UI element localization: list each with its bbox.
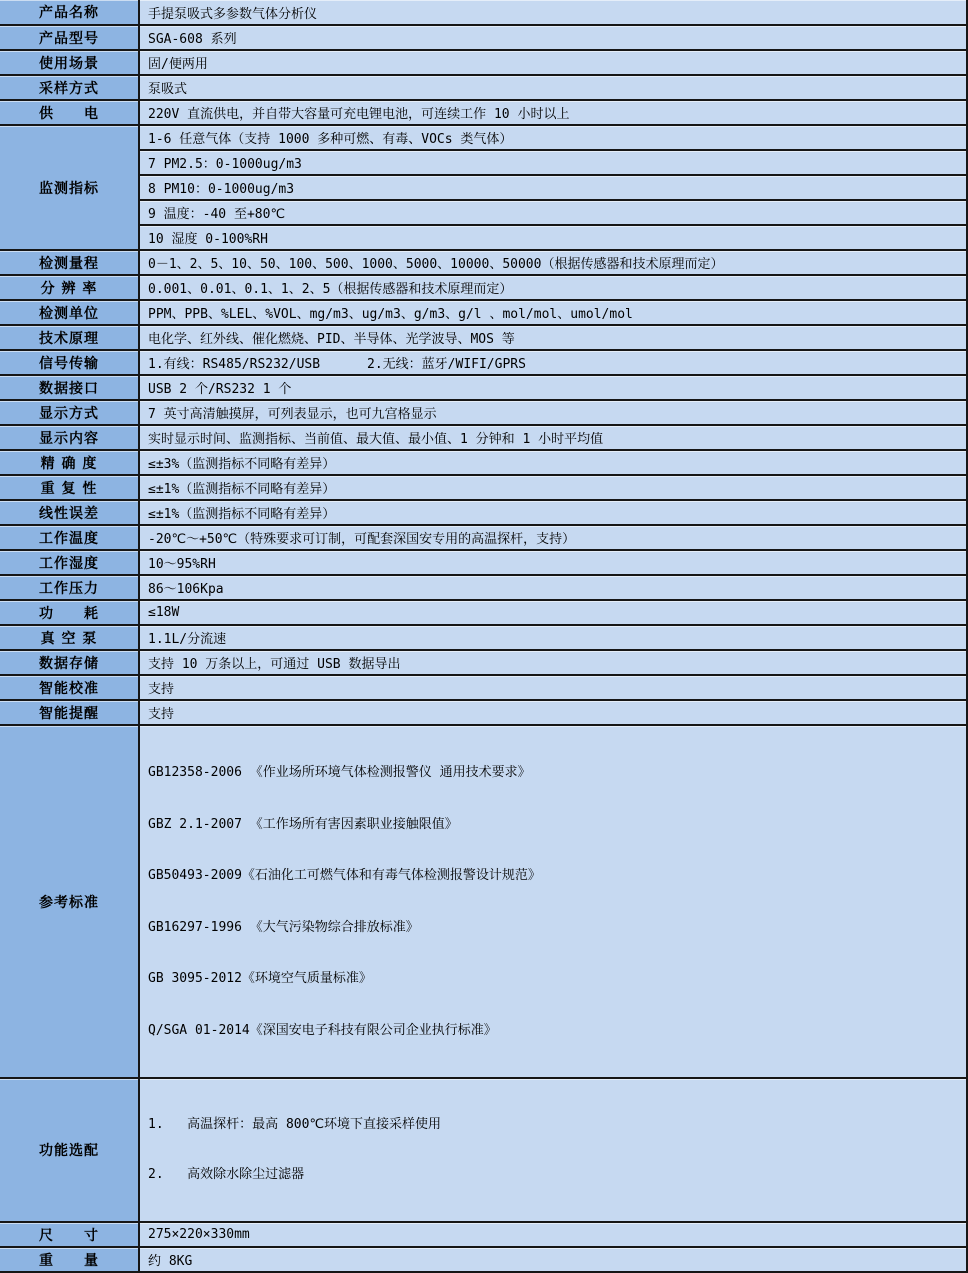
option-line: 1. 高温探杆：最高 800℃环境下直接采样使用 — [148, 1117, 442, 1132]
row-label: 数据存储 — [0, 650, 139, 675]
row-label: 重 复 性 — [0, 475, 139, 500]
row-value: 固/便两用 — [139, 50, 967, 75]
row-display-mode — [0, 400, 967, 425]
row-reference-standards — [0, 725, 967, 1078]
row-value: 约 8KG — [139, 1247, 967, 1272]
row-value: -20℃～+50℃（特殊要求可订制，可配套深国安专用的高温探杆，支持） — [139, 525, 967, 550]
row-value: 1-6 任意气体（支持 1000 多种可燃、有毒、VOCs 类气体） — [139, 125, 967, 150]
standard-line: GB50493-2009《石油化工可燃气体和有毒气体检测报警设计规范》 — [148, 868, 541, 883]
row-label: 技术原理 — [0, 325, 139, 350]
row-label: 功 耗 — [0, 600, 139, 625]
row-monitoring-indicators — [0, 125, 967, 150]
row-label: 线性误差 — [0, 500, 139, 525]
row-label: 精 确 度 — [0, 450, 139, 475]
row-vacuum-pump — [0, 625, 967, 650]
row-working-pressure — [0, 575, 967, 600]
row-value: ≤±3%（监测指标不同略有差异） — [139, 450, 967, 475]
row-value: 手提泵吸式多参数气体分析仪 — [139, 0, 967, 25]
row-value: 8 PM10：0-1000ug/m3 — [139, 175, 967, 200]
row-label: 供 电 — [0, 100, 139, 125]
row-value: 220V 直流供电，并自带大容量可充电锂电池，可连续工作 10 小时以上 — [139, 100, 967, 125]
row-value: ≤±1%（监测指标不同略有差异） — [139, 500, 967, 525]
row-value: 1.有线：RS485/RS232/USB 2.无线：蓝牙/WIFI/GPRS — [139, 350, 967, 375]
row-signal-transmission — [0, 350, 967, 375]
option-line: 2. 高效除水除尘过滤器 — [148, 1167, 305, 1182]
row-label: 尺 寸 — [0, 1222, 139, 1247]
row-value: 86～106Kpa — [139, 575, 967, 600]
row-label: 显示内容 — [0, 425, 139, 450]
row-value: 7 PM2.5：0-1000ug/m3 — [139, 150, 967, 175]
row-value: 支持 — [139, 675, 967, 700]
standard-line: GB 3095-2012《环境空气质量标准》 — [148, 971, 372, 986]
row-value: 7 英寸高清触摸屏，可列表显示，也可九宫格显示 — [139, 400, 967, 425]
row-label: 监测指标 — [0, 125, 139, 250]
row-data-storage — [0, 650, 967, 675]
row-smart-calibration — [0, 675, 967, 700]
row-product-model — [0, 25, 967, 50]
row-weight — [0, 1247, 967, 1272]
row-value: 275×220×330mm — [139, 1222, 967, 1247]
row-value — [139, 725, 967, 1078]
row-label: 分 辨 率 — [0, 275, 139, 300]
row-value: 泵吸式 — [139, 75, 967, 100]
row-value: USB 2 个/RS232 1 个 — [139, 375, 967, 400]
row-monitoring-indicators — [0, 175, 967, 200]
row-label: 参考标准 — [0, 725, 139, 1078]
row-value: 10～95%RH — [139, 550, 967, 575]
row-value: ≤±1%（监测指标不同略有差异） — [139, 475, 967, 500]
row-label: 工作湿度 — [0, 550, 139, 575]
row-usage-scene — [0, 50, 967, 75]
row-value: PPM、PPB、%LEL、%VOL、mg/m3、ug/m3、g/m3、g/l 、mol/mol、umol/mol — [139, 300, 967, 325]
standard-line: GB12358-2006 《作业场所环境气体检测报警仪 通用技术要求》 — [148, 765, 531, 780]
row-accuracy — [0, 450, 967, 475]
row-label: 采样方式 — [0, 75, 139, 100]
row-data-interface — [0, 375, 967, 400]
row-monitoring-indicators — [0, 225, 967, 250]
row-label: 工作压力 — [0, 575, 139, 600]
row-power-supply — [0, 100, 967, 125]
row-value: 0.001、0.01、0.1、1、2、5（根据传感器和技术原理而定） — [139, 275, 967, 300]
row-monitoring-indicators — [0, 200, 967, 225]
row-label: 工作温度 — [0, 525, 139, 550]
row-label: 使用场景 — [0, 50, 139, 75]
row-label: 智能校准 — [0, 675, 139, 700]
row-detection-units — [0, 300, 967, 325]
row-label: 检测单位 — [0, 300, 139, 325]
row-label: 真 空 泵 — [0, 625, 139, 650]
row-dimensions — [0, 1222, 967, 1247]
row-value: 实时显示时间、监测指标、当前值、最大值、最小值、1 分钟和 1 小时平均值 — [139, 425, 967, 450]
row-value: 10 湿度 0-100%RH — [139, 225, 967, 250]
row-label: 显示方式 — [0, 400, 139, 425]
row-working-temperature — [0, 525, 967, 550]
row-smart-reminder — [0, 700, 967, 725]
row-optional-features — [0, 1078, 967, 1222]
row-detection-range — [0, 250, 967, 275]
row-product-name — [0, 0, 967, 25]
row-technical-principle — [0, 325, 967, 350]
row-label: 重 量 — [0, 1247, 139, 1272]
standard-line: GBZ 2.1-2007 《工作场所有害因素职业接触限值》 — [148, 816, 458, 832]
row-value: 支持 10 万条以上，可通过 USB 数据导出 — [139, 650, 967, 675]
row-value: SGA-608 系列 — [139, 25, 967, 50]
row-value: ≤18W — [139, 600, 967, 625]
row-value: 电化学、红外线、催化燃烧、PID、半导体、光学波导、MOS 等 — [139, 325, 967, 350]
row-monitoring-indicators — [0, 150, 967, 175]
row-power-consumption — [0, 600, 967, 625]
row-display-content — [0, 425, 967, 450]
row-value: 9 温度：-40 至+80℃ — [139, 200, 967, 225]
row-value: 支持 — [139, 700, 967, 725]
row-label: 数据接口 — [0, 375, 139, 400]
standard-line: GB16297-1996 《大气污染物综合排放标准》 — [148, 919, 419, 935]
row-value — [139, 1078, 967, 1222]
row-value: 1.1L/分流速 — [139, 625, 967, 650]
row-sampling-method — [0, 75, 967, 100]
row-label: 产品名称 — [0, 0, 139, 25]
row-label: 检测量程 — [0, 250, 139, 275]
standard-line: Q/SGA 01-2014《深国安电子科技有限公司企业执行标准》 — [148, 1022, 497, 1038]
row-label: 智能提醒 — [0, 700, 139, 725]
row-label: 信号传输 — [0, 350, 139, 375]
row-label: 产品型号 — [0, 25, 139, 50]
row-label: 功能选配 — [0, 1078, 139, 1222]
row-repeatability — [0, 475, 967, 500]
row-value: 0－1、2、5、10、50、100、500、1000、5000、10000、50000（根据传感器和技术原理而定） — [139, 250, 967, 275]
row-linearity-error — [0, 500, 967, 525]
row-working-humidity — [0, 550, 967, 575]
row-resolution — [0, 275, 967, 300]
